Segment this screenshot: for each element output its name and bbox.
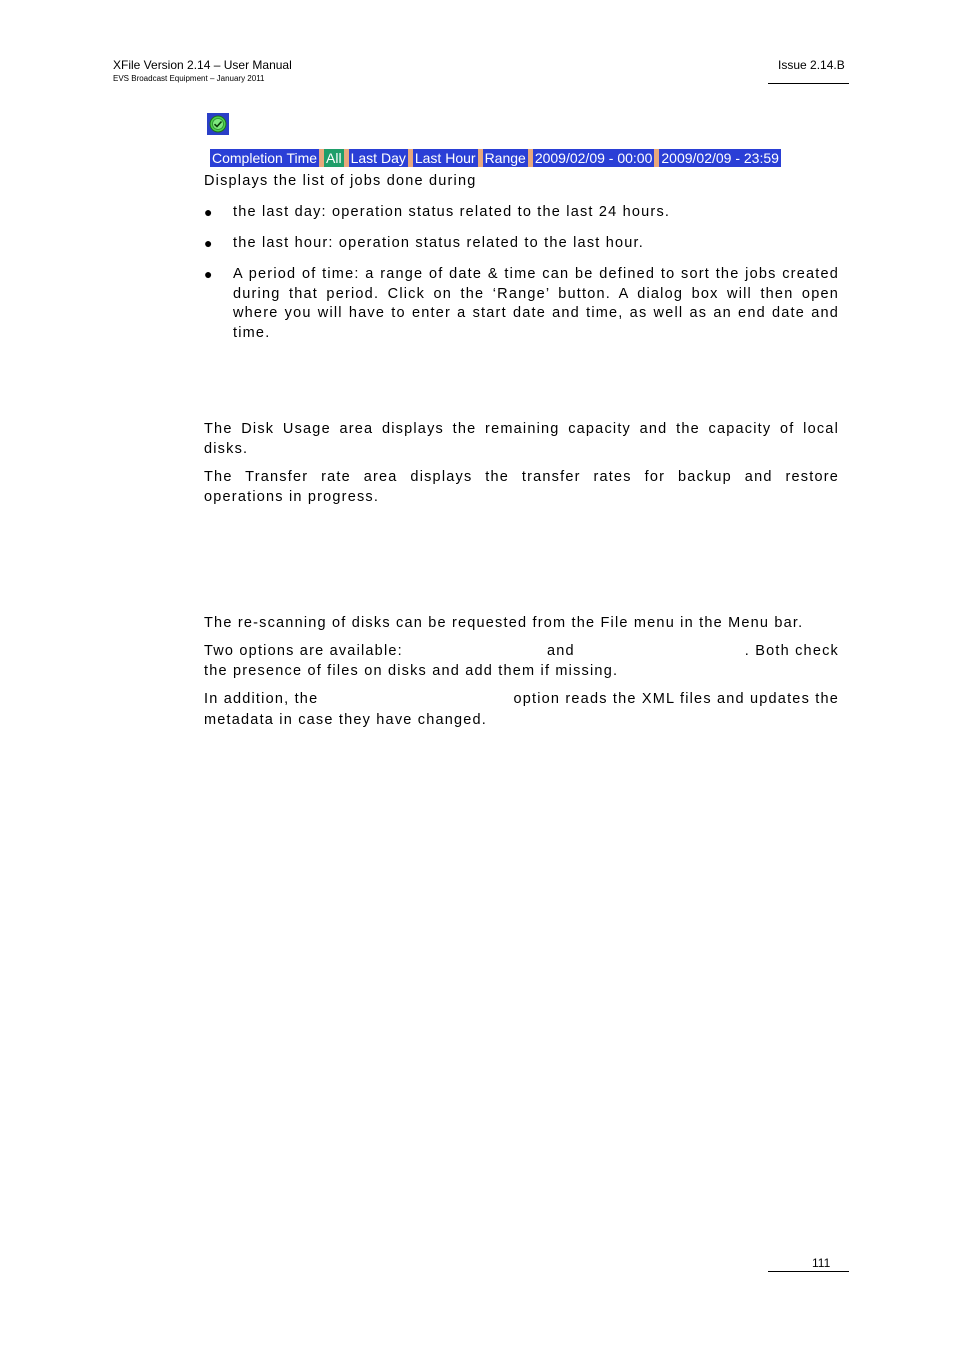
header-title: XFile Version 2.14 – User Manual — [113, 58, 292, 72]
disk-usage-paragraph: The Disk Usage area displays the remaining capacity and the capacity of local disks. — [204, 421, 839, 457]
options-text-and: and — [547, 643, 575, 659]
filter-last-hour-button[interactable]: Last Hour — [414, 150, 476, 166]
bullet-icon: ● — [204, 204, 214, 220]
list-item — [204, 265, 839, 345]
list-item-text: the last hour: operation status related to the last hour. — [233, 235, 644, 251]
filter-range-button[interactable]: Range — [484, 150, 526, 166]
bullet-icon: ● — [204, 266, 214, 282]
addition-text-end: option reads the XML files and updates the — [513, 691, 839, 707]
addition-line-2: metadata in case they have changed. — [204, 712, 488, 728]
range-end-field[interactable]: 2009/02/09 - 23:59 — [661, 150, 779, 166]
addition-line — [204, 691, 839, 711]
filter-last-day-button[interactable]: Last Day — [350, 150, 406, 166]
rescan-paragraph: The re-scanning of disks can be requested from the File menu in the Menu bar. — [204, 615, 804, 631]
list-item-text: the last day: operation status related to the last 24 hours. — [233, 204, 671, 220]
completion-time-label: Completion Time — [212, 150, 318, 166]
header-subtitle: EVS Broadcast Equipment – January 2011 — [113, 74, 265, 83]
header-rule — [768, 83, 849, 84]
list-item-text: A period of time: a range of date & time can be defined to sort the jobs created during that period. Click on the ‘Range’ button. A dialog box will then open where you will have to enter a start date and time, as well as an end date and time. — [233, 266, 839, 341]
clock-check-icon — [207, 113, 229, 135]
addition-text-start: In addition, the — [204, 691, 319, 707]
transfer-rate-paragraph: The Transfer rate area displays the transfer rates for backup and restore operations in progress. — [204, 469, 839, 505]
options-text-end: . Both check — [744, 643, 839, 659]
options-line — [204, 643, 839, 663]
page-number: 111 — [812, 1256, 831, 1270]
header-issue: Issue 2.14.B — [778, 58, 845, 72]
options-text-start: Two options are available: — [204, 643, 403, 659]
filter-all-button[interactable]: All — [326, 150, 342, 166]
intro-paragraph: Displays the list of jobs done during — [204, 173, 477, 189]
range-start-field[interactable]: 2009/02/09 - 00:00 — [534, 150, 653, 166]
job-filter-toolbar — [210, 149, 781, 167]
options-line-2: the presence of files on disks and add them if missing. — [204, 663, 619, 679]
footer-rule — [768, 1271, 849, 1272]
bullet-icon: ● — [204, 235, 214, 251]
